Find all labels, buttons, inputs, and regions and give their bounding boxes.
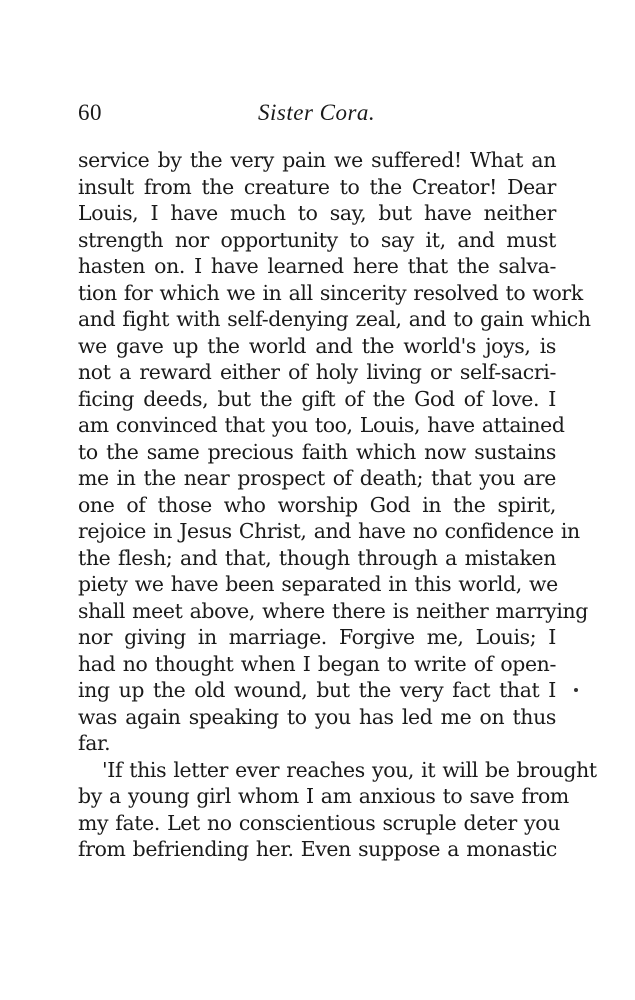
text-line: shall meet above, where there is neither marrying <box>78 598 588 623</box>
paragraph-start-line: 'If this letter ever reaches you, it will be brought <box>102 757 597 782</box>
text-line: had no thought when I began to write of open- <box>78 651 556 676</box>
text-line: nor giving in marriage. Forgive me, Louis; I <box>78 625 556 649</box>
text-line: me in the near prospect of death; that you are <box>78 466 556 490</box>
text-line: insult from the creature to the Creator! Dear <box>78 174 556 199</box>
text-line: and fight with self-denying zeal, and to gain which <box>78 307 591 331</box>
text-line: we gave up the world and the world's joys, is <box>78 333 556 358</box>
text-line: service by the very pain we suffered! What an <box>78 148 556 172</box>
text-line: by a young girl whom I am anxious to save from <box>78 784 569 808</box>
page-number: 60 <box>78 100 102 125</box>
running-head <box>78 100 556 130</box>
text-line: one of those who worship God in the spirit, <box>78 492 556 517</box>
paragraph-end-line: far. <box>78 731 111 755</box>
body-text <box>78 147 597 863</box>
text-line: the flesh; and that, though through a mistaken <box>78 545 556 570</box>
text-line: am convinced that you too, Louis, have attained <box>78 413 565 437</box>
text-line: Louis, I have much to say, but have neither <box>78 201 556 225</box>
text-line: hasten on. I have learned here that the salva- <box>78 254 556 278</box>
text-line: from befriending her. Even suppose a monastic <box>78 837 557 861</box>
text-line: ing up the old wound, but the very fact that I <box>78 678 556 702</box>
text-line: piety we have been separated in this world, we <box>78 572 558 596</box>
text-line: rejoice in Jesus Christ, and have no confidence in <box>78 519 580 543</box>
text-line: my fate. Let no conscientious scruple deter you <box>78 810 560 835</box>
ink-speck <box>574 688 578 692</box>
text-line: strength nor opportunity to say it, and must <box>78 227 556 252</box>
text-line: was again speaking to you has led me on thus <box>78 704 556 729</box>
running-title: Sister Cora. <box>258 100 376 125</box>
text-line: not a reward either of holy living or self-sacri- <box>78 360 556 384</box>
text-line: ficing deeds, but the gift of the God of love. I <box>78 386 556 411</box>
text-line: tion for which we in all sincerity resolved to work <box>78 280 583 305</box>
text-line: to the same precious faith which now sustains <box>78 439 556 464</box>
